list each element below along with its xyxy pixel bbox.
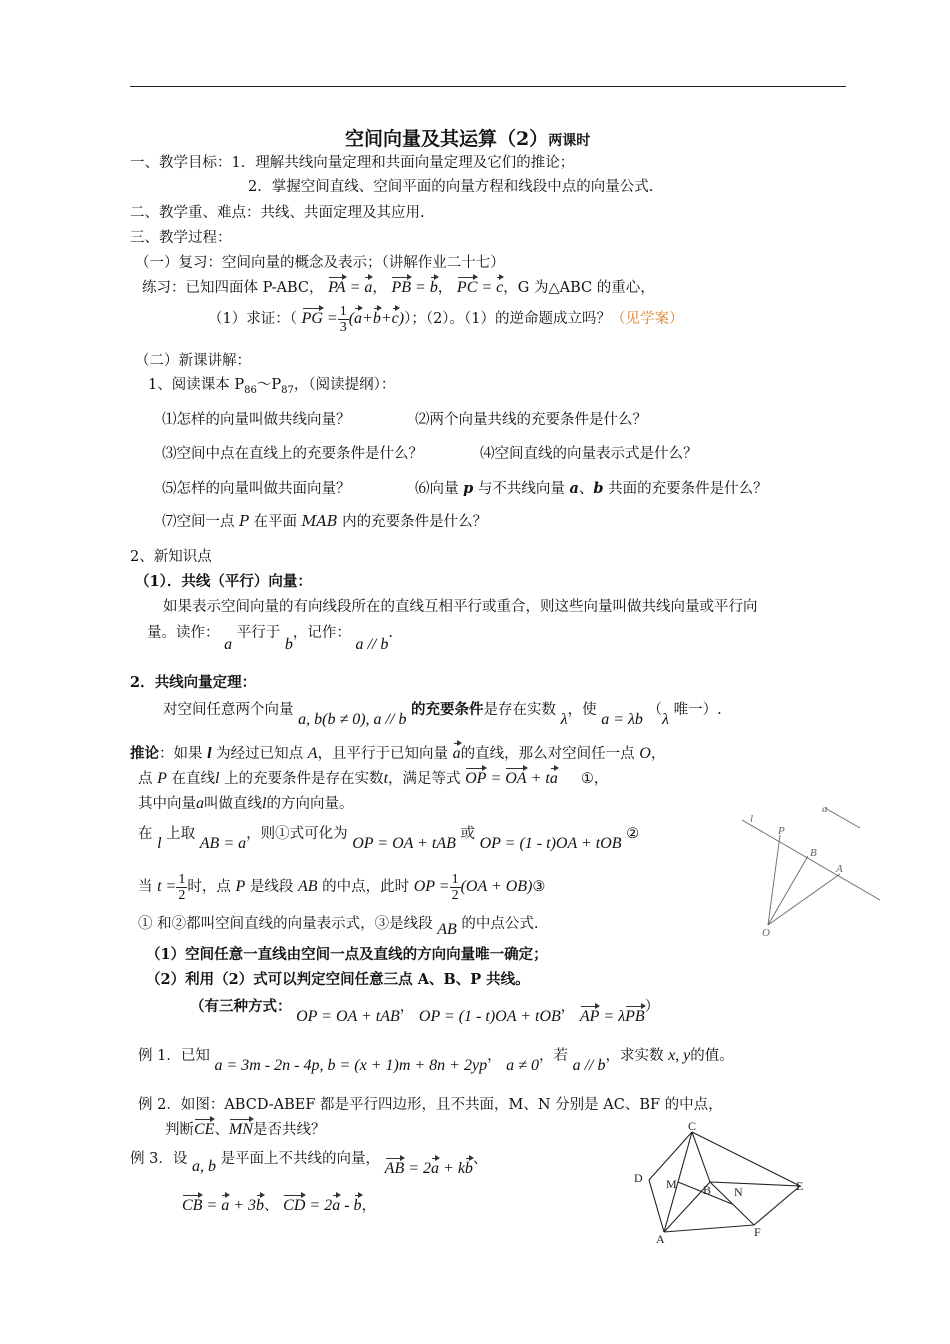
label-a: a [822, 803, 828, 815]
exercise-part1 [208, 304, 684, 335]
eq-op-1t: OP = (1 - t)OA + tOB [479, 835, 622, 852]
ex1-expr: a = 3m - 2n - 4p, b = (x + 1)m + 8n + 2yp [214, 1057, 488, 1074]
sym-a: a [224, 636, 233, 653]
theorem-heading: 2．共线向量定理： [130, 674, 257, 691]
eq-pc: PC = c [456, 279, 504, 296]
read-page1: 86 [244, 384, 257, 396]
cor2-b: 在直线 [171, 771, 215, 787]
eq-pa: PA = a [328, 279, 373, 296]
def-parallel-to: 平行于 [236, 625, 281, 641]
objectives-label: 一、教学目标： [130, 155, 232, 171]
objective-2: 2．掌握空间直线、空间平面的向量方程和线段中点的向量公式. [248, 179, 654, 195]
way-3: AP = λPB [579, 1008, 645, 1025]
sym-a3: a [196, 795, 204, 812]
sym-A: A [307, 745, 318, 762]
thm-bold: 的充要条件 [411, 701, 484, 718]
example-3-line2: CB = a + 3b、 CD = 2a - b， [182, 1197, 377, 1214]
when-d: 的中点，此时 [322, 879, 410, 896]
sym-AB2: AB [437, 921, 457, 938]
title-suffix: 两课时 [548, 133, 591, 149]
take-c: ，则①式可化为 [246, 826, 348, 842]
collinear-figure [730, 800, 890, 940]
eq-op-oa-ta: OP = OA + ta [465, 770, 558, 787]
ex1-mid: ）；（2）。（1）的逆命题成立吗？ [404, 311, 612, 328]
ex1-parallel: a // b [572, 1057, 606, 1074]
sym-t: t [383, 770, 389, 787]
ex1-label: 例 1．已知 [138, 1048, 210, 1064]
q6-p: p [463, 480, 474, 497]
label-E: E [796, 1179, 804, 1193]
question-1: ⑴怎样的向量叫做共线向量？ [162, 412, 351, 428]
take-line [138, 825, 640, 852]
example-1: 例 1．已知 a = 3m - 2n - 4p, b = (x + 1)m + 8n + 2yp， a ≠ 0，若 a // b，求实数 x, y的值。 [138, 1047, 734, 1074]
label-M: M [666, 1177, 677, 1191]
cor2-d: ，满足等式 [388, 771, 461, 787]
sym-l4: l [157, 835, 162, 852]
edge-AF [664, 1225, 754, 1232]
q6-pre: ⑹向量 [415, 481, 464, 497]
eq-CB: CB = a + 3b [182, 1197, 265, 1214]
ex3-ab: a, b [191, 1158, 216, 1175]
three-ways-line: （有三种方式： OP = OA + tAB， OP = (1 - t)OA + tOB， AP = λPB） [190, 998, 660, 1025]
cor1-b: 为经过已知点 [216, 746, 304, 762]
sym-a-vec: a [452, 745, 461, 762]
def-read-label: 量。读作： [147, 625, 220, 641]
vec-CE: CE [194, 1121, 215, 1138]
example-2-line2 [165, 1121, 325, 1139]
take-or: 或 [460, 826, 476, 842]
q6-b: b [593, 480, 604, 497]
sym-lambda: λ [560, 711, 568, 728]
q6-post: 共面的充要条件是什么？ [603, 481, 768, 497]
read-post: ，（阅读提纲）： [293, 377, 396, 393]
circle-2: ② [626, 826, 640, 842]
objective-1: 1．理解共线向量定理和共面向量定理及它们的推论； [231, 155, 575, 171]
ex1-nonzero: a ≠ 0 [506, 1057, 539, 1074]
cor1-c: ，且平行于已知向量 [317, 746, 449, 762]
eq-CD: CD = 2a - b [283, 1197, 362, 1214]
label-F: F [754, 1225, 761, 1239]
sym-P2: P [235, 878, 246, 896]
read-pre: 1、阅读课本 P [148, 377, 245, 393]
exercise-tail: ，G 为△ABC 的重心， [503, 280, 655, 296]
sym-l2: l [215, 770, 220, 787]
example-2-line1: 例 2．如图：ABCD-ABEF 都是平行四边形，且不共面，M、N 分别是 AC、BF 的中点， [138, 1097, 723, 1113]
label-D: D [634, 1171, 643, 1185]
bold-note-1: （1）空间任意一直线由空间一点及直线的方向向量唯一确定； [146, 946, 548, 963]
sym-a-parallel-b: a // b [355, 636, 389, 653]
ex2-judge: 判断 [165, 1122, 194, 1138]
parallelogram-figure [630, 1120, 810, 1244]
read-mid: ～P [256, 377, 282, 393]
question-7 [162, 513, 487, 531]
both-line [138, 915, 539, 938]
ex2-sep: 、 [214, 1122, 229, 1138]
key-points: 二、教学重、难点：共线、共面定理及其应用. [130, 205, 425, 221]
title-text: 空间向量及其运算（2） [345, 128, 549, 150]
ex1-xy: x, y [668, 1047, 691, 1064]
corollary-line1: 推论：如果 l 为经过已知点 A，且平行于已知向量 a的直线，那么对空间任一点 O， [130, 745, 666, 762]
bold-note-2: （2）利用（2）式可以判定空间任意三点 A、B、P 共线。 [146, 971, 530, 988]
label-O: O [762, 927, 770, 939]
new-points-heading: 2、新知识点 [130, 549, 212, 565]
objectives-line1 [130, 154, 574, 172]
vector-a-line [825, 808, 860, 828]
cor3-c: 的方向向量。 [266, 796, 354, 812]
ex3-mid: 是平面上不共线的向量， [220, 1151, 381, 1167]
definition-line1: 如果表示空间向量的有向线段所在的直线互相平行或重合，则这些向量叫做共线向量或平行向 [163, 599, 758, 615]
eq-pb: PB = b [391, 279, 438, 296]
exercise-label: 练习：已知四面体 P-ABC， [142, 280, 324, 296]
label-N: N [734, 1185, 743, 1199]
both-text: ① 和②都叫空间直线的向量表示式，③是线段 [138, 916, 433, 932]
both-tail: 的中点公式. [461, 916, 539, 932]
cor2-c: 上的充要条件是存在实数 [224, 771, 384, 787]
label-C: C [688, 1120, 697, 1133]
sym-b: b [284, 636, 293, 653]
circle-1: ①， [580, 771, 609, 787]
ex1-if: ，若 [538, 1048, 568, 1064]
question-3: ⑶空间中点在直线上的充要条件是什么？ [162, 446, 423, 462]
sym-AB: AB [297, 878, 318, 896]
thm-mid2: ，使 [567, 702, 597, 718]
question-5: ⑸怎样的向量叫做共面向量？ [162, 481, 351, 497]
eq-op-mid: OP = $\frac{1}{2}$ (OA + OB) [413, 872, 533, 903]
q6-sep: 、 [578, 481, 594, 497]
cor1-a: ：如果 [159, 746, 203, 762]
label-B: B [810, 847, 817, 859]
label-P: P [778, 825, 785, 837]
ex1-end: 的值。 [690, 1048, 734, 1064]
question-4: ⑷空间直线的向量表示式是什么？ [480, 446, 698, 462]
circle-3: ③ [532, 879, 546, 896]
eq-pg: PG = $\frac{1}{3}$ (a+b+c) [301, 304, 405, 335]
thm-mid: 是存在实数 [483, 702, 557, 718]
example-3-line1: 例 3．设 a, b 是平面上不共线的向量， AB = 2a + kb、 [130, 1151, 488, 1177]
process-heading: 三、教学过程： [130, 230, 232, 246]
q7-mid: 在平面 [248, 514, 302, 530]
edge-EF [754, 1186, 800, 1225]
sym-l3: l [262, 795, 267, 812]
def-write-label: ，记作： [292, 625, 351, 641]
take-b: 上取 [166, 826, 196, 842]
sym-O: O [639, 745, 651, 762]
review-line: （一）复习：空间向量的概念及表示；（讲解作业二十七） [135, 255, 505, 271]
way-1: OP = OA + tAB [296, 1008, 400, 1025]
eq-ab-a: AB = a [199, 835, 247, 852]
segment-OP [768, 835, 780, 925]
read-page2: 87 [281, 384, 294, 396]
cor3-b: 叫做直线 [204, 796, 262, 812]
sym-l: l [207, 745, 212, 762]
page-title [345, 124, 590, 151]
reading-line [148, 376, 395, 400]
eq-AB-2a-kb: AB = 2a + kb [384, 1160, 473, 1177]
way-2: OP = (1 - t)OA + tOB [418, 1008, 561, 1025]
cor3-a: 其中向量 [138, 796, 196, 812]
take-a: 在 [138, 826, 153, 842]
label-A: A [836, 863, 843, 875]
q7-P: P [239, 514, 249, 530]
edge-DA [649, 1180, 664, 1232]
definition-line2: 量。读作： a 平行于 b，记作： a // b. [147, 625, 393, 653]
segment-OB [768, 856, 808, 925]
exercise-line: 练习：已知四面体 P-ABC， PA = a， PB = b， PC = c，G 为△ABC 的重心， [142, 279, 655, 296]
new-lesson-heading: （二）新课讲解： [135, 353, 251, 369]
top-rule [130, 86, 846, 87]
ex1-pre: （1）求证：（ [208, 311, 297, 328]
corollary-line2 [138, 770, 608, 788]
collinear-heading: （1）．共线（平行）向量： [135, 573, 312, 590]
three-ways-label: （有三种方式： [190, 998, 292, 1015]
sym-P: P [157, 770, 167, 787]
corollary-line3 [138, 795, 353, 813]
line-l [742, 820, 880, 900]
edge-BE [710, 1182, 800, 1186]
question-2: ⑵两个向量共线的充要条件是什么？ [415, 412, 647, 428]
question-6 [415, 480, 768, 498]
thm-pre: 对空间任意两个向量 [163, 702, 294, 718]
when-b: 时，点 [187, 879, 231, 896]
midpoint-line [138, 872, 545, 903]
q6-a: a [569, 480, 579, 497]
thm-unique: 唯一）. [673, 702, 722, 718]
segment-OA [768, 874, 840, 925]
cor1-d: 的直线，那么对空间任一点 [460, 746, 635, 762]
ex2-question: 是否共线？ [252, 1122, 326, 1138]
when-a: 当 [138, 879, 153, 896]
q6-mid: 与不共线向量 [473, 481, 570, 497]
ex1-find: ，求实数 [605, 1048, 664, 1064]
theorem-line: 对空间任意两个向量 a, b(b ≠ 0), a // b 的充要条件是存在实数 λ，使 a = λb （λ 唯一）. [163, 701, 722, 728]
thm-vectors: a, b(b ≠ 0), a // b [298, 711, 407, 728]
ex3-label: 例 3．设 [130, 1151, 188, 1167]
q7-pre: ⑺空间一点 [162, 514, 240, 530]
cor2-a: 点 [138, 771, 153, 787]
corollary-label: 推论 [130, 745, 159, 762]
eq-op-oa-tab: OP = OA + tAB [352, 835, 456, 852]
q7-post: 内的充要条件是什么？ [337, 514, 488, 530]
q7-MAB: MAB [301, 514, 338, 530]
label-B2: B [703, 1183, 712, 1197]
ex1-note: （见学案） [611, 311, 684, 328]
vec-MN: MN [228, 1121, 253, 1138]
label-A2: A [656, 1232, 665, 1244]
sym-lambda2: λ [662, 711, 669, 728]
thm-eq: a = λb [601, 711, 643, 728]
label-l: l [750, 813, 754, 825]
eq-t-half: t = $\frac{1}{2}$ [157, 872, 186, 903]
when-c: 是线段 [249, 879, 294, 896]
